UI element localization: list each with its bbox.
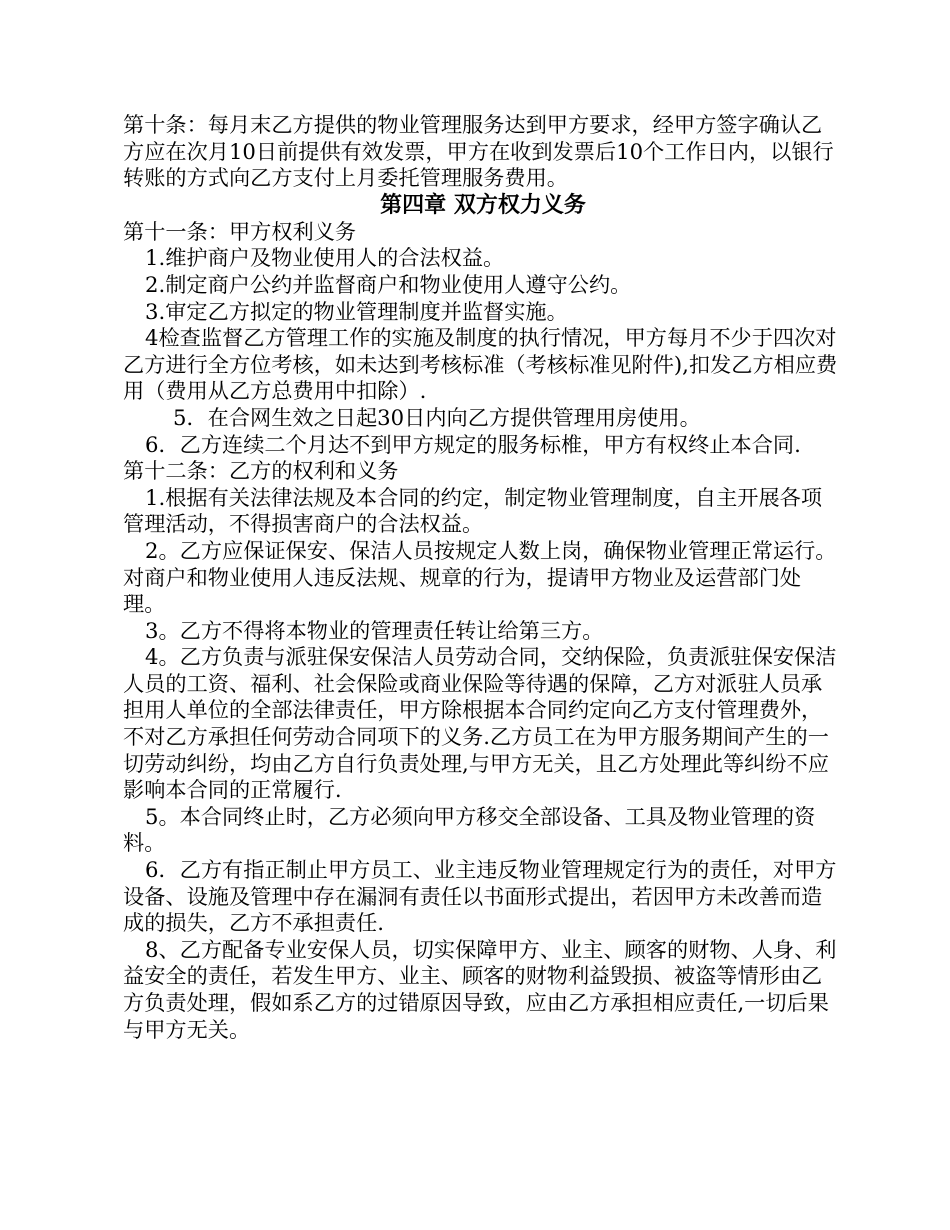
- article-11-heading: 第十一条：甲方权利义务: [123, 218, 357, 244]
- article-11-item-3: 3.审定乙方拟定的物业管理制度并监督实施。: [145, 298, 568, 324]
- article-11-item-5: 5．在合网生效之日起30日内向乙方提供管理用房使用。: [173, 404, 701, 430]
- article-12-item-4: 4。乙方负责与派驻保安保洁人员劳动合同，交纳保险，负责派驻保安保洁人员的工资、福利、社会保险或商业保险等待遇的保障，乙方对派驻人员承担用人单位的全部法律责任，甲方除根据本合同约定向乙方支付管理费外，不对乙方承担任何劳动合同项下的义务.乙方员工在为甲方服务期间产生的一切劳动纠纷，均由乙方自行负责处理,与甲方无关，且乙方处理此等纠纷不应影响本合同的正常履行.: [123, 644, 837, 803]
- article-12-item-1: 1.根据有关法律法规及本合同的约定，制定物业管理制度，自主开展各项管理活动，不得损害商户的合法权益。: [123, 484, 823, 537]
- article-12-item-3: 3。乙方不得将本物业的管理责任转让给第三方。: [145, 617, 604, 643]
- article-12-item-6: 6．乙方有指正制止甲方员工、业主违反物业管理规定行为的责任，对甲方设备、设施及管理中存在漏洞有责任以书面形式提出，若因甲方未改善而造成的损失，乙方不承担责任.: [123, 857, 837, 936]
- article-12-item-8: 8、乙方配备专业安保人员，切实保障甲方、业主、顾客的财物、人身、利益安全的责任，若发生甲方、业主、顾客的财物利益毁损、被盗等情形由乙方负责处理，假如系乙方的过错原因导致，应由乙方承担相应责任,一切后果与甲方无关。: [123, 936, 837, 1042]
- article-11-item-1: 1.维护商户及物业使用人的合法权益。: [145, 245, 505, 271]
- article-11-item-4: 4检查监督乙方管理工作的实施及制度的执行情况，甲方每月不少于四次对乙方进行全方位考核，如未达到考核标准（考核标准见附件),扣发乙方相应费用（费用从乙方总费用中扣除）.: [123, 325, 838, 404]
- document-page: [123, 112, 843, 1043]
- article-12-item-5: 5。本合同终止时，乙方必须向甲方移交全部设备、工具及物业管理的资料。: [123, 803, 816, 856]
- chapter-4-title: 第四章 双方权力义务: [380, 191, 586, 218]
- article-11-item-6: 6．乙方连续二个月达不到甲方规定的服务标椎，甲方有权终止本合同.: [145, 431, 801, 457]
- article-11-item-2: 2.制定商户公约并监督商户和物业使用人遵守公约。: [145, 271, 632, 297]
- article-12-item-2: 2。乙方应保证保安、保洁人员按规定人数上岗，确保物业管理正常运行。对商户和物业使用人违反法规、规章的行为，提请甲方物业及运营部门处理。: [123, 537, 837, 617]
- article-10-text: 第十条：每月末乙方提供的物业管理服务达到甲方要求，经甲方签字确认乙方应在次月10日前提供有效发票，甲方在收到发票后10个工作日内，以银行转账的方式向乙方支付上月委托管理服务费用。: [123, 112, 834, 191]
- article-12-heading: 第十二条：乙方的权利和义务: [123, 458, 399, 484]
